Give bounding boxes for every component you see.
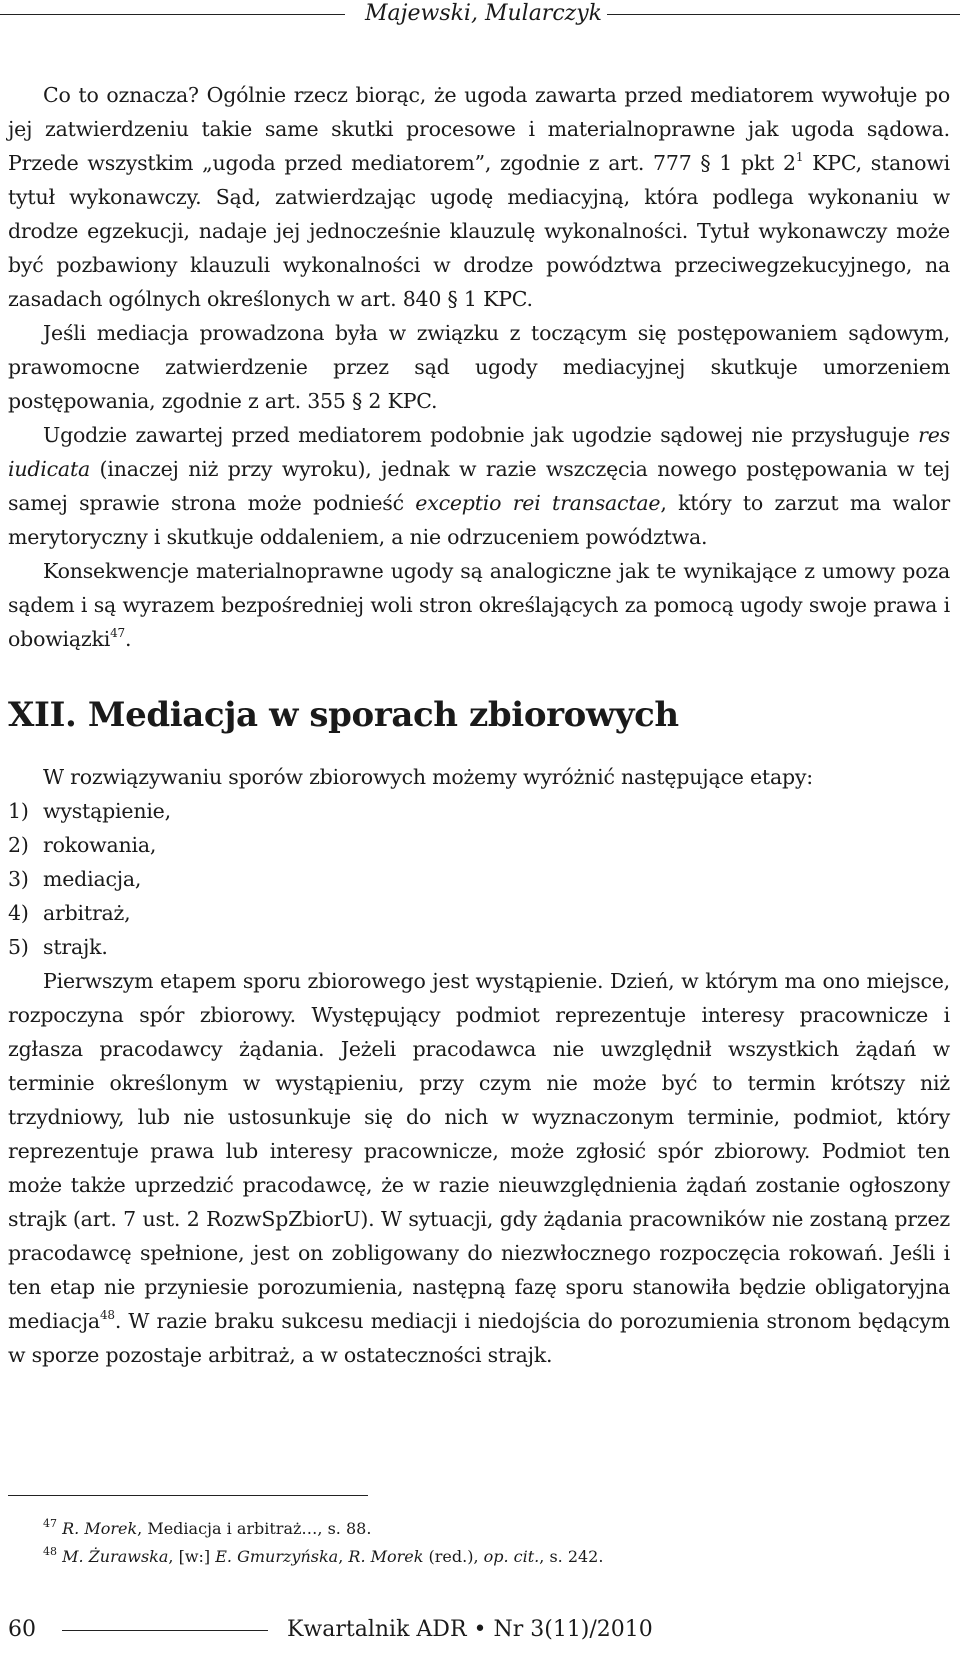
list-item [8, 794, 950, 828]
list-item-number: 4) [8, 901, 29, 925]
running-header [0, 0, 960, 30]
footnote-number: 48 [43, 1545, 57, 1558]
list-item-number: 1) [8, 799, 29, 823]
p4-text-a: Konsekwencje materialnoprawne ugody są analogiczne jak te wynikające z umowy poza sądem i są wyrazem bezpośredniej woli stron określających za pomocą ugody swoje prawa i obowiązki [8, 559, 950, 651]
footer-rule [62, 1630, 268, 1631]
footnote-ref-48: 48 [99, 1308, 115, 1322]
running-title: Majewski, Mularczyk [365, 1, 602, 26]
list-item-number: 2) [8, 833, 29, 857]
p3-italic-exceptio: exceptio rei transactae [415, 491, 661, 515]
page-body [8, 78, 950, 1372]
footnote-opcit: op. cit. [483, 1547, 540, 1566]
p1-text-b: KPC, stanowi tytuł wykonawczy. Sąd, zatwierdzając ugodę mediacyjną, która podlega wykonaniu w drodze egzekucji, nadaje jej jednocześnie klauzulę wykonalności. Tytuł wykonawczy może być pozbawiony klauzuli wykonalności w drodze powództwa przeciwegzekucyjnego, na zasadach ogólnych określonych w art. 840 § 1 KPC. [8, 151, 950, 311]
list-item [8, 930, 950, 964]
section-body [8, 964, 950, 1372]
p3-text-b: (inaczej niż przy wyroku), jednak w razie wszczęcia nowego postępowania w tej samej sprawie strona może podnieść [8, 457, 950, 515]
footnote-separator [8, 1495, 368, 1496]
footnote-author: M. Żurawska [62, 1547, 169, 1566]
paragraph-2: Jeśli mediacja prowadzona była w związku z toczącym się postępowaniem sądowym, prawomocne zatwierdzenie przez sąd ugody mediacyjnej skutkuje umorzeniem postępowania, zgodnie z art. 355 § 2 KPC. [8, 321, 950, 413]
section-heading: XII. Mediacja w sporach zbiorowych [8, 695, 679, 735]
list-item-text: rokowania, [43, 833, 157, 857]
footnote-author: R. Morek [348, 1547, 424, 1566]
list-item-number: 3) [8, 867, 29, 891]
list-item-text: strajk. [43, 935, 108, 959]
footnote-author: R. Morek [62, 1519, 138, 1538]
paragraph-1 [8, 78, 950, 316]
header-rule-left [0, 14, 345, 15]
footnote-author: E. Gmurzyńska [215, 1547, 339, 1566]
list-item-number: 5) [8, 935, 29, 959]
p3-italic-res-iudicata: res iudicata [8, 423, 950, 481]
paragraph-4 [8, 554, 950, 656]
footnote-text: , Mediacja i arbitraż…, s. 88. [137, 1519, 372, 1538]
footnote-47 [8, 1515, 950, 1543]
p3-text-a: Ugodzie zawartej przed mediatorem podobnie jak ugodzie sądowej nie przysługuje [43, 423, 919, 447]
section-intro: W rozwiązywaniu sporów zbiorowych możemy wyróżnić następujące etapy: [43, 765, 813, 789]
body-text-a: Pierwszym etapem sporu zbiorowego jest wystąpienie. Dzień, w którym ma ono miejsce, rozpoczyna spór zbiorowy. Występujący podmiot reprezentuje interesy pracownicze i zgłasza pracodawcy żądania. Jeżeli pracodawca nie uwzględnił wszystkich żądań w terminie określonym w wystąpieniu, przy czym nie może być to termin krótszy niż trzydniowy, lub nie ustosunkuje się do nich w wyznaczonym terminie, podmiot, który reprezentuje prawa lub interesy pracownicze, może zgłosić spór zbiorowy. Podmiot ten może także uprzedzić pracodawcę, że w razie nieuwzględnienia żądań zostanie ogłoszony strajk (art. 7 ust. 2 RozwSpZbiorU). W sytuacji, gdy żądania pracowników nie zostaną przez pracodawcę spełnione, jest on zobligowany do niezwłocznego rozpoczęcia rokowań. Jeśli i ten etap nie przyniesie porozumienia, następną fazę sporu stanowiła będzie obligatoryjna mediacja [8, 969, 950, 1333]
footnote-text: , s. 242. [539, 1547, 604, 1566]
p4-text-b: . [125, 627, 132, 651]
footnote-text: (red.), [423, 1547, 484, 1566]
page-footer [0, 1614, 960, 1648]
list-item-text: mediacja, [43, 867, 142, 891]
body-text-b: . W razie braku sukcesu mediacji i niedojścia do porozumienia stronom będącym w sporze pozostaje arbitraż, a w ostateczności strajk. [8, 1309, 950, 1367]
paragraph-3 [8, 418, 950, 554]
footnote-text: , [w:] [168, 1547, 216, 1566]
p3-text-c: , który to zarzut ma walor merytoryczny i skutkuje oddaleniem, a nie odrzuceniem powództwa. [8, 491, 950, 549]
list-item [8, 862, 950, 896]
list-item [8, 828, 950, 862]
stages-list [8, 794, 950, 964]
footnote-text: , [338, 1547, 349, 1566]
list-item-text: wystąpienie, [43, 799, 171, 823]
header-rule-right [607, 14, 960, 15]
footnote-48 [8, 1543, 950, 1571]
footnotes [8, 1515, 950, 1571]
p1-superscript: 1 [795, 150, 804, 164]
journal-title: Kwartalnik ADR • Nr 3(11)/2010 [287, 1617, 653, 1642]
footnote-number: 47 [43, 1517, 57, 1530]
page-number: 60 [8, 1617, 36, 1642]
list-item-text: arbitraż, [43, 901, 131, 925]
footnote-ref-47: 47 [110, 626, 125, 640]
p1-text-a: Co to oznacza? Ogólnie rzecz biorąc, że ugoda zawarta przed mediatorem wywołuje po jej zatwierdzeniu takie same skutki procesowe i materialnoprawne jak ugoda sądowa. Przede wszystkim „ugoda przed mediatorem”, zgodnie z art. 777 § 1 pkt 2 [8, 83, 950, 175]
list-item [8, 896, 950, 930]
